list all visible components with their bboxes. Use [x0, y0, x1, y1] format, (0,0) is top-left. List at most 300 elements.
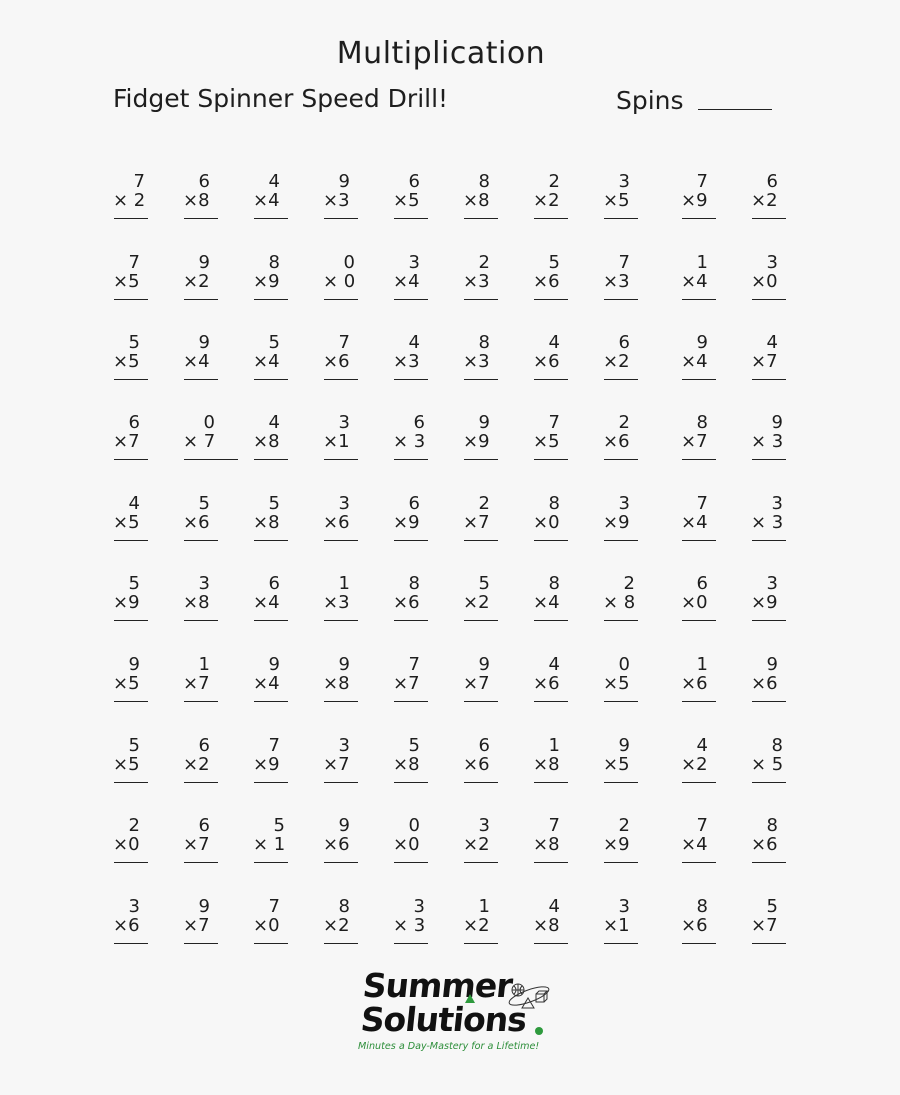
multiplier: ×4 [253, 351, 280, 372]
multiplicand: 5 [128, 735, 140, 756]
multiplier: ×6 [183, 512, 210, 533]
multiplier: ×6 [323, 834, 350, 855]
problem [183, 897, 255, 957]
answer-line [184, 379, 218, 380]
answer-line [682, 701, 716, 702]
multiplier: ×7 [751, 915, 778, 936]
answer-line [464, 379, 498, 380]
multiplier: ×6 [113, 915, 140, 936]
multiplier: ×5 [113, 673, 140, 694]
multiplicand: 8 [268, 252, 280, 273]
multiplier: ×3 [603, 271, 630, 292]
problem [183, 574, 255, 634]
answer-line [534, 379, 568, 380]
problem [603, 736, 675, 796]
problem [393, 897, 465, 957]
problem [113, 253, 185, 313]
answer-line [604, 782, 638, 783]
multiplier: ×8 [253, 512, 280, 533]
multiplier: × 5 [751, 754, 784, 775]
multiplier: ×0 [681, 592, 708, 613]
multiplicand: 2 [128, 815, 140, 836]
multiplier: ×2 [183, 754, 210, 775]
problem [533, 736, 605, 796]
multiplier: × 0 [323, 271, 356, 292]
multiplicand: 9 [766, 654, 778, 675]
multiplier: ×2 [603, 351, 630, 372]
multiplier: ×5 [533, 431, 560, 452]
problem [463, 253, 535, 313]
answer-line [394, 379, 428, 380]
problem [751, 494, 823, 554]
problem [603, 494, 675, 554]
problem [751, 816, 823, 876]
answer-line [394, 620, 428, 621]
multiplicand: 9 [338, 654, 350, 675]
answer-line [254, 459, 288, 460]
problem [681, 172, 753, 232]
multiplicand: 5 [273, 815, 285, 836]
answer-line [114, 540, 148, 541]
problem [463, 494, 535, 554]
problem [751, 897, 823, 957]
multiplier: ×5 [603, 754, 630, 775]
spins-answer-line [698, 109, 772, 110]
answer-line [114, 379, 148, 380]
answer-line [604, 862, 638, 863]
multiplier: ×9 [253, 271, 280, 292]
multiplier: ×7 [323, 754, 350, 775]
multiplicand: 1 [198, 654, 210, 675]
multiplicand: 7 [128, 252, 140, 273]
answer-line [184, 459, 238, 460]
answer-line [464, 701, 498, 702]
multiplicand: 8 [408, 573, 420, 594]
multiplier: ×2 [681, 754, 708, 775]
answer-line [534, 459, 568, 460]
multiplier: ×9 [463, 431, 490, 452]
answer-line [604, 540, 638, 541]
answer-line [534, 862, 568, 863]
logo-dot-icon [535, 1027, 543, 1035]
logo-word-solutions: Solutions [358, 1000, 529, 1039]
logo-math-icons [506, 978, 552, 1014]
answer-line [184, 701, 218, 702]
problem [463, 333, 535, 393]
multiplicand: 5 [478, 573, 490, 594]
problem [681, 333, 753, 393]
multiplicand: 6 [198, 171, 210, 192]
multiplier: ×4 [253, 673, 280, 694]
multiplicand: 6 [268, 573, 280, 594]
problem [751, 253, 823, 313]
problem [681, 736, 753, 796]
multiplier: ×4 [681, 271, 708, 292]
answer-line [114, 943, 148, 944]
multiplicand: 0 [203, 412, 215, 433]
worksheet-title: Multiplication [336, 36, 546, 71]
multiplicand: 3 [618, 171, 630, 192]
multiplicand: 6 [408, 171, 420, 192]
multiplier: × 8 [603, 592, 636, 613]
multiplier: ×8 [183, 190, 210, 211]
multiplicand: 7 [548, 412, 560, 433]
multiplier: ×6 [533, 673, 560, 694]
multiplier: ×0 [751, 271, 778, 292]
answer-line [114, 620, 148, 621]
multiplicand: 4 [548, 896, 560, 917]
problem [113, 897, 185, 957]
answer-line [604, 943, 638, 944]
answer-line [324, 218, 358, 219]
answer-line [184, 540, 218, 541]
problem [463, 897, 535, 957]
multiplicand: 0 [343, 252, 355, 273]
problem [463, 655, 535, 715]
answer-line [324, 379, 358, 380]
answer-line [114, 459, 148, 460]
multiplicand: 9 [268, 654, 280, 675]
multiplicand: 5 [128, 332, 140, 353]
multiplicand: 5 [128, 573, 140, 594]
problem [681, 253, 753, 313]
problem [533, 816, 605, 876]
problem [323, 897, 395, 957]
answer-line [394, 218, 428, 219]
multiplier: ×7 [681, 431, 708, 452]
multiplicand: 5 [766, 896, 778, 917]
multiplicand: 5 [548, 252, 560, 273]
multiplier: ×0 [253, 915, 280, 936]
answer-line [752, 459, 786, 460]
problem [253, 655, 325, 715]
problem [393, 172, 465, 232]
problem [183, 736, 255, 796]
multiplicand: 7 [133, 171, 145, 192]
problem [603, 413, 675, 473]
multiplier: ×6 [463, 754, 490, 775]
multiplicand: 4 [696, 735, 708, 756]
problem [463, 736, 535, 796]
multiplicand: 0 [408, 815, 420, 836]
multiplicand: 5 [198, 493, 210, 514]
answer-line [114, 701, 148, 702]
summer-solutions-logo [358, 966, 558, 1060]
multiplicand: 3 [413, 896, 425, 917]
multiplicand: 6 [766, 171, 778, 192]
multiplicand: 6 [198, 815, 210, 836]
multiplicand: 9 [478, 412, 490, 433]
multiplicand: 3 [771, 493, 783, 514]
multiplicand: 3 [338, 493, 350, 514]
problem [183, 494, 255, 554]
multiplier: ×2 [533, 190, 560, 211]
multiplier: ×5 [113, 351, 140, 372]
multiplier: ×4 [681, 351, 708, 372]
problem [253, 333, 325, 393]
problem [393, 413, 465, 473]
problem [681, 655, 753, 715]
multiplicand: 2 [623, 573, 635, 594]
answer-line [534, 701, 568, 702]
answer-line [534, 782, 568, 783]
multiplicand: 8 [696, 896, 708, 917]
problem [253, 816, 325, 876]
multiplicand: 9 [198, 896, 210, 917]
problem [113, 494, 185, 554]
multiplier: ×2 [751, 190, 778, 211]
multiplicand: 6 [413, 412, 425, 433]
multiplicand: 4 [548, 654, 560, 675]
multiplicand: 9 [338, 171, 350, 192]
problem [323, 494, 395, 554]
multiplicand: 7 [268, 896, 280, 917]
problem [463, 172, 535, 232]
multiplier: ×2 [463, 834, 490, 855]
answer-line [114, 782, 148, 783]
multiplier: ×7 [113, 431, 140, 452]
logo-arrow-icon [465, 994, 475, 1003]
multiplier: ×5 [113, 512, 140, 533]
multiplier: ×6 [323, 512, 350, 533]
multiplicand: 8 [548, 493, 560, 514]
multiplicand: 9 [478, 654, 490, 675]
answer-line [752, 943, 786, 944]
answer-line [682, 620, 716, 621]
answer-line [682, 299, 716, 300]
problem [393, 574, 465, 634]
multiplicand: 8 [696, 412, 708, 433]
problem [603, 172, 675, 232]
multiplicand: 5 [268, 332, 280, 353]
answer-line [534, 620, 568, 621]
answer-line [324, 782, 358, 783]
multiplicand: 9 [128, 654, 140, 675]
answer-line [682, 782, 716, 783]
answer-line [394, 701, 428, 702]
multiplicand: 2 [618, 815, 630, 836]
multiplier: ×4 [681, 512, 708, 533]
answer-line [254, 620, 288, 621]
problem [533, 413, 605, 473]
answer-line [184, 862, 218, 863]
answer-line [254, 218, 288, 219]
multiplier: ×7 [463, 512, 490, 533]
problem [183, 172, 255, 232]
answer-line [464, 218, 498, 219]
answer-line [752, 862, 786, 863]
answer-line [682, 459, 716, 460]
multiplicand: 9 [338, 815, 350, 836]
multiplier: ×3 [463, 351, 490, 372]
multiplier: × 3 [751, 512, 784, 533]
multiplicand: 9 [198, 332, 210, 353]
multiplier: ×3 [463, 271, 490, 292]
problem [681, 897, 753, 957]
multiplier: ×7 [183, 673, 210, 694]
answer-line [394, 862, 428, 863]
answer-line [604, 218, 638, 219]
multiplier: ×8 [463, 190, 490, 211]
problem [751, 574, 823, 634]
multiplicand: 7 [548, 815, 560, 836]
multiplicand: 2 [478, 493, 490, 514]
problem [113, 816, 185, 876]
multiplier: ×6 [603, 431, 630, 452]
answer-line [394, 540, 428, 541]
answer-line [464, 299, 498, 300]
problem [751, 333, 823, 393]
problem [533, 574, 605, 634]
multiplicand: 4 [268, 171, 280, 192]
multiplier: ×4 [253, 592, 280, 613]
answer-line [184, 943, 218, 944]
answer-line [324, 620, 358, 621]
multiplier: ×0 [533, 512, 560, 533]
multiplicand: 6 [198, 735, 210, 756]
answer-line [184, 299, 218, 300]
answer-line [254, 299, 288, 300]
problem [253, 172, 325, 232]
answer-line [604, 620, 638, 621]
problem [603, 333, 675, 393]
problem [463, 574, 535, 634]
answer-line [752, 379, 786, 380]
problem [751, 736, 823, 796]
multiplier: ×1 [323, 431, 350, 452]
problem [183, 413, 255, 473]
multiplicand: 1 [478, 896, 490, 917]
problem [323, 413, 395, 473]
problem [253, 494, 325, 554]
multiplier: ×8 [323, 673, 350, 694]
problem [751, 655, 823, 715]
multiplier: ×6 [533, 351, 560, 372]
answer-line [604, 379, 638, 380]
multiplicand: 6 [618, 332, 630, 353]
multiplicand: 9 [618, 735, 630, 756]
problem [463, 816, 535, 876]
answer-line [254, 701, 288, 702]
answer-line [682, 943, 716, 944]
multiplicand: 6 [408, 493, 420, 514]
multiplicand: 3 [618, 896, 630, 917]
problem [323, 655, 395, 715]
answer-line [604, 701, 638, 702]
problem [113, 333, 185, 393]
multiplicand: 3 [618, 493, 630, 514]
multiplicand: 6 [478, 735, 490, 756]
multiplicand: 3 [766, 252, 778, 273]
problem [323, 172, 395, 232]
answer-line [682, 540, 716, 541]
multiplicand: 8 [548, 573, 560, 594]
problem [183, 655, 255, 715]
multiplicand: 7 [696, 815, 708, 836]
answer-line [464, 782, 498, 783]
multiplier: ×9 [603, 512, 630, 533]
problem [113, 413, 185, 473]
multiplicand: 7 [268, 735, 280, 756]
multiplier: ×4 [533, 592, 560, 613]
problem [603, 816, 675, 876]
multiplier: ×6 [751, 673, 778, 694]
problem [113, 736, 185, 796]
problem [533, 494, 605, 554]
multiplier: ×6 [393, 592, 420, 613]
answer-line [464, 540, 498, 541]
answer-line [114, 299, 148, 300]
problem [463, 413, 535, 473]
answer-line [752, 620, 786, 621]
multiplicand: 7 [696, 171, 708, 192]
problem [323, 816, 395, 876]
answer-line [184, 782, 218, 783]
multiplicand: 3 [198, 573, 210, 594]
problem [253, 736, 325, 796]
multiplier: ×9 [113, 592, 140, 613]
multiplicand: 7 [696, 493, 708, 514]
problem [681, 574, 753, 634]
problem [253, 574, 325, 634]
answer-line [752, 218, 786, 219]
answer-line [324, 862, 358, 863]
problem [393, 253, 465, 313]
answer-line [394, 782, 428, 783]
multiplicand: 2 [548, 171, 560, 192]
multiplier: ×9 [681, 190, 708, 211]
answer-line [604, 459, 638, 460]
multiplier: ×8 [533, 754, 560, 775]
multiplier: × 1 [253, 834, 286, 855]
multiplicand: 9 [771, 412, 783, 433]
answer-line [682, 218, 716, 219]
answer-line [394, 943, 428, 944]
answer-line [254, 540, 288, 541]
problem [603, 897, 675, 957]
problem [681, 413, 753, 473]
problem [751, 172, 823, 232]
answer-line [394, 299, 428, 300]
multiplier: ×7 [183, 834, 210, 855]
multiplier: ×7 [393, 673, 420, 694]
multiplier: ×4 [681, 834, 708, 855]
answer-line [534, 299, 568, 300]
multiplicand: 8 [478, 171, 490, 192]
multiplier: ×3 [323, 190, 350, 211]
multiplier: ×9 [393, 512, 420, 533]
multiplicand: 3 [338, 412, 350, 433]
multiplicand: 3 [478, 815, 490, 836]
answer-line [682, 862, 716, 863]
multiplier: ×4 [253, 190, 280, 211]
problem [603, 655, 675, 715]
problem [533, 333, 605, 393]
answer-line [394, 459, 428, 460]
answer-line [464, 620, 498, 621]
multiplier: ×2 [183, 271, 210, 292]
multiplicand: 4 [128, 493, 140, 514]
multiplier: ×6 [681, 673, 708, 694]
multiplier: × 3 [393, 431, 426, 452]
multiplier: × 3 [393, 915, 426, 936]
multiplicand: 5 [408, 735, 420, 756]
answer-line [254, 943, 288, 944]
multiplier: ×0 [393, 834, 420, 855]
multiplier: ×9 [253, 754, 280, 775]
multiplicand: 8 [478, 332, 490, 353]
multiplier: ×7 [463, 673, 490, 694]
